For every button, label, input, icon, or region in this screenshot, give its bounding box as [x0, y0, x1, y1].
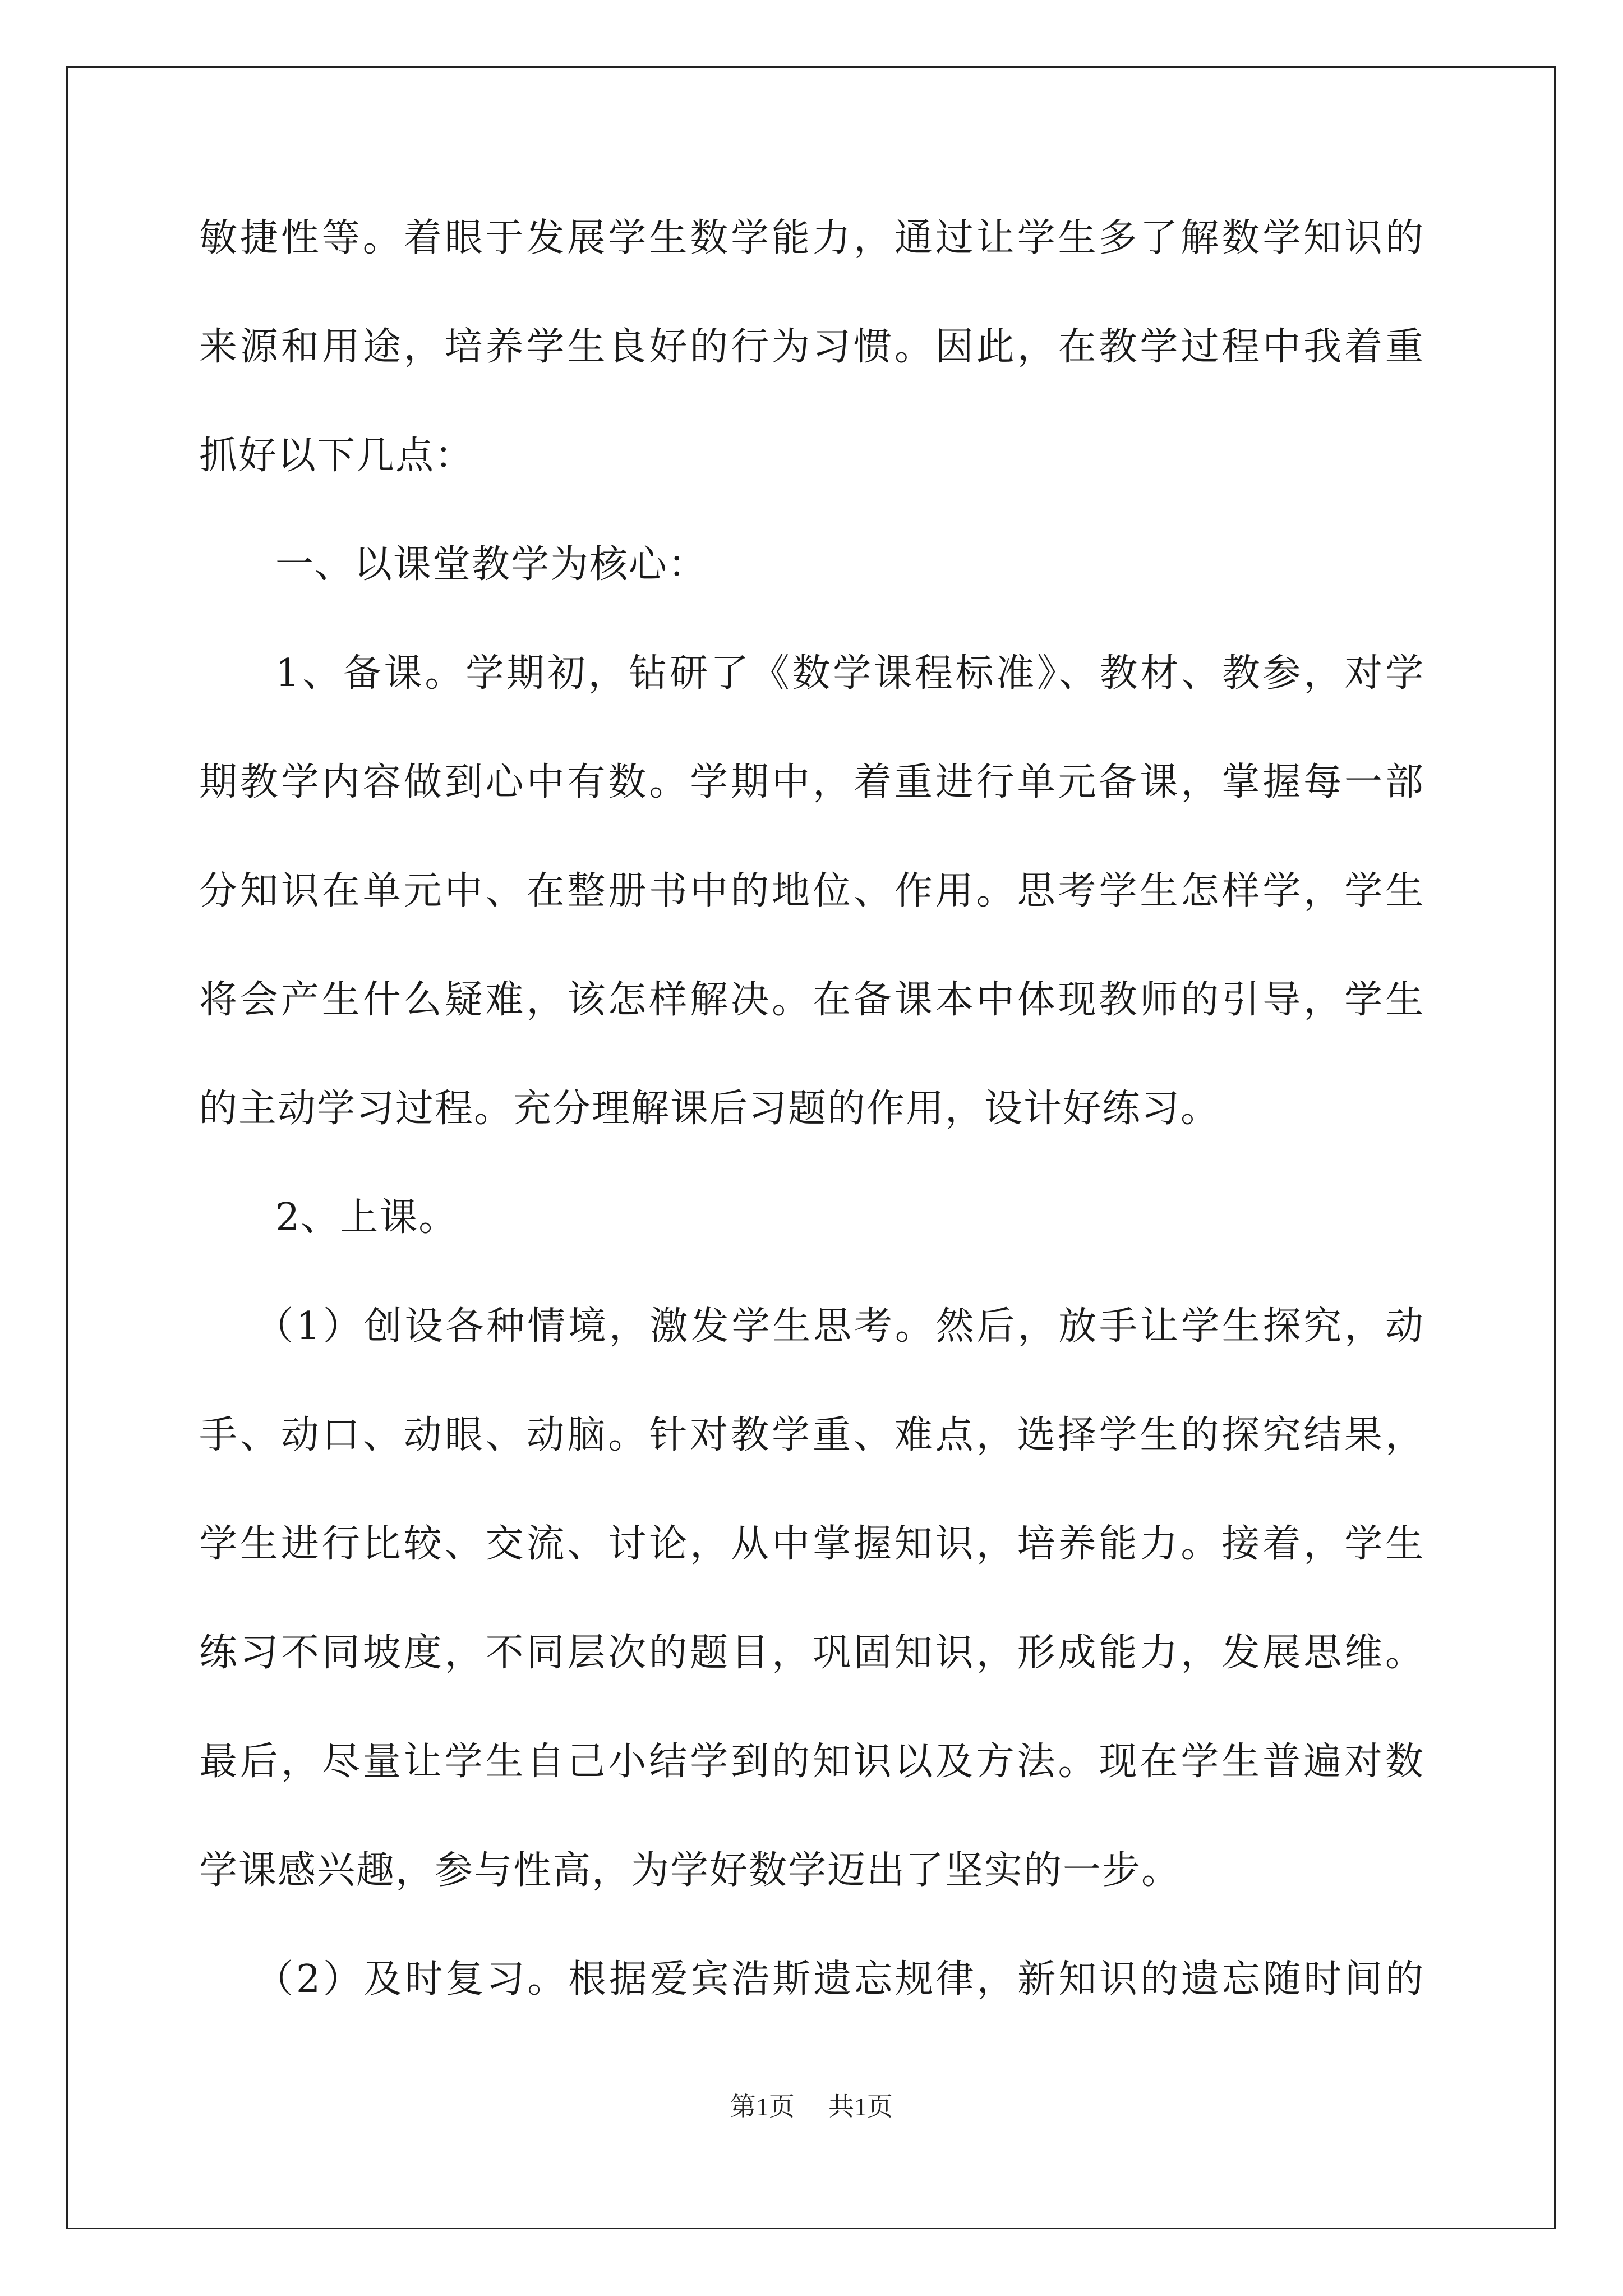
- text-line: 抓好以下几点：: [199, 434, 474, 478]
- section-heading: 一、以课堂教学为核心：: [275, 542, 708, 587]
- text-line: 敏捷性等。着眼于发展学生数学能力，通过让学生多了解数学知识的: [199, 216, 1424, 260]
- text-line: 学课感兴趣，参与性高，为学好数学迈出了坚实的一步。: [199, 1848, 1181, 1893]
- text-line: 将会产生什么疑难，该怎样解决。在备课本中体现教师的引导，学生: [199, 978, 1424, 1022]
- text-line: （2）及时复习。根据爱宾浩斯遗忘规律，新知识的遗忘随时间的: [255, 1957, 1424, 2001]
- page-number: 第1页: [730, 2092, 795, 2121]
- text-line: （1）创设各种情境，激发学生思考。然后，放手让学生探究，动: [255, 1304, 1424, 1349]
- document-body: [199, 213, 1424, 2063]
- text-line: 练习不同坡度，不同层次的题目，巩固知识，形成能力，发展思维。: [199, 1631, 1424, 1675]
- subsection-heading: 2、上课。: [275, 1195, 458, 1240]
- text-line: 的主动学习过程。充分理解课后习题的作用，设计好练习。: [199, 1087, 1220, 1131]
- text-line: 来源和用途，培养学生良好的行为习惯。因此，在教学过程中我着重: [199, 325, 1424, 369]
- text-line: 1、备课。学期初，钻研了《数学课程标准》、教材、教参，对学: [275, 651, 1424, 696]
- text-line: 分知识在单元中、在整册书中的地位、作用。思考学生怎样学，学生: [199, 869, 1424, 913]
- text-line: 期教学内容做到心中有数。学期中，着重进行单元备课，掌握每一部: [199, 760, 1424, 804]
- text-line: 最后，尽量让学生自己小结学到的知识以及方法。现在学生普遍对数: [199, 1740, 1424, 1784]
- page-total: 共1页: [828, 2092, 893, 2121]
- text-line: 学生进行比较、交流、讨论，从中掌握知识，培养能力。接着，学生: [199, 1522, 1424, 1566]
- text-line: 手、动口、动眼、动脑。针对教学重、难点，选择学生的探究结果，: [199, 1413, 1424, 1457]
- page-footer: [0, 2091, 1623, 2123]
